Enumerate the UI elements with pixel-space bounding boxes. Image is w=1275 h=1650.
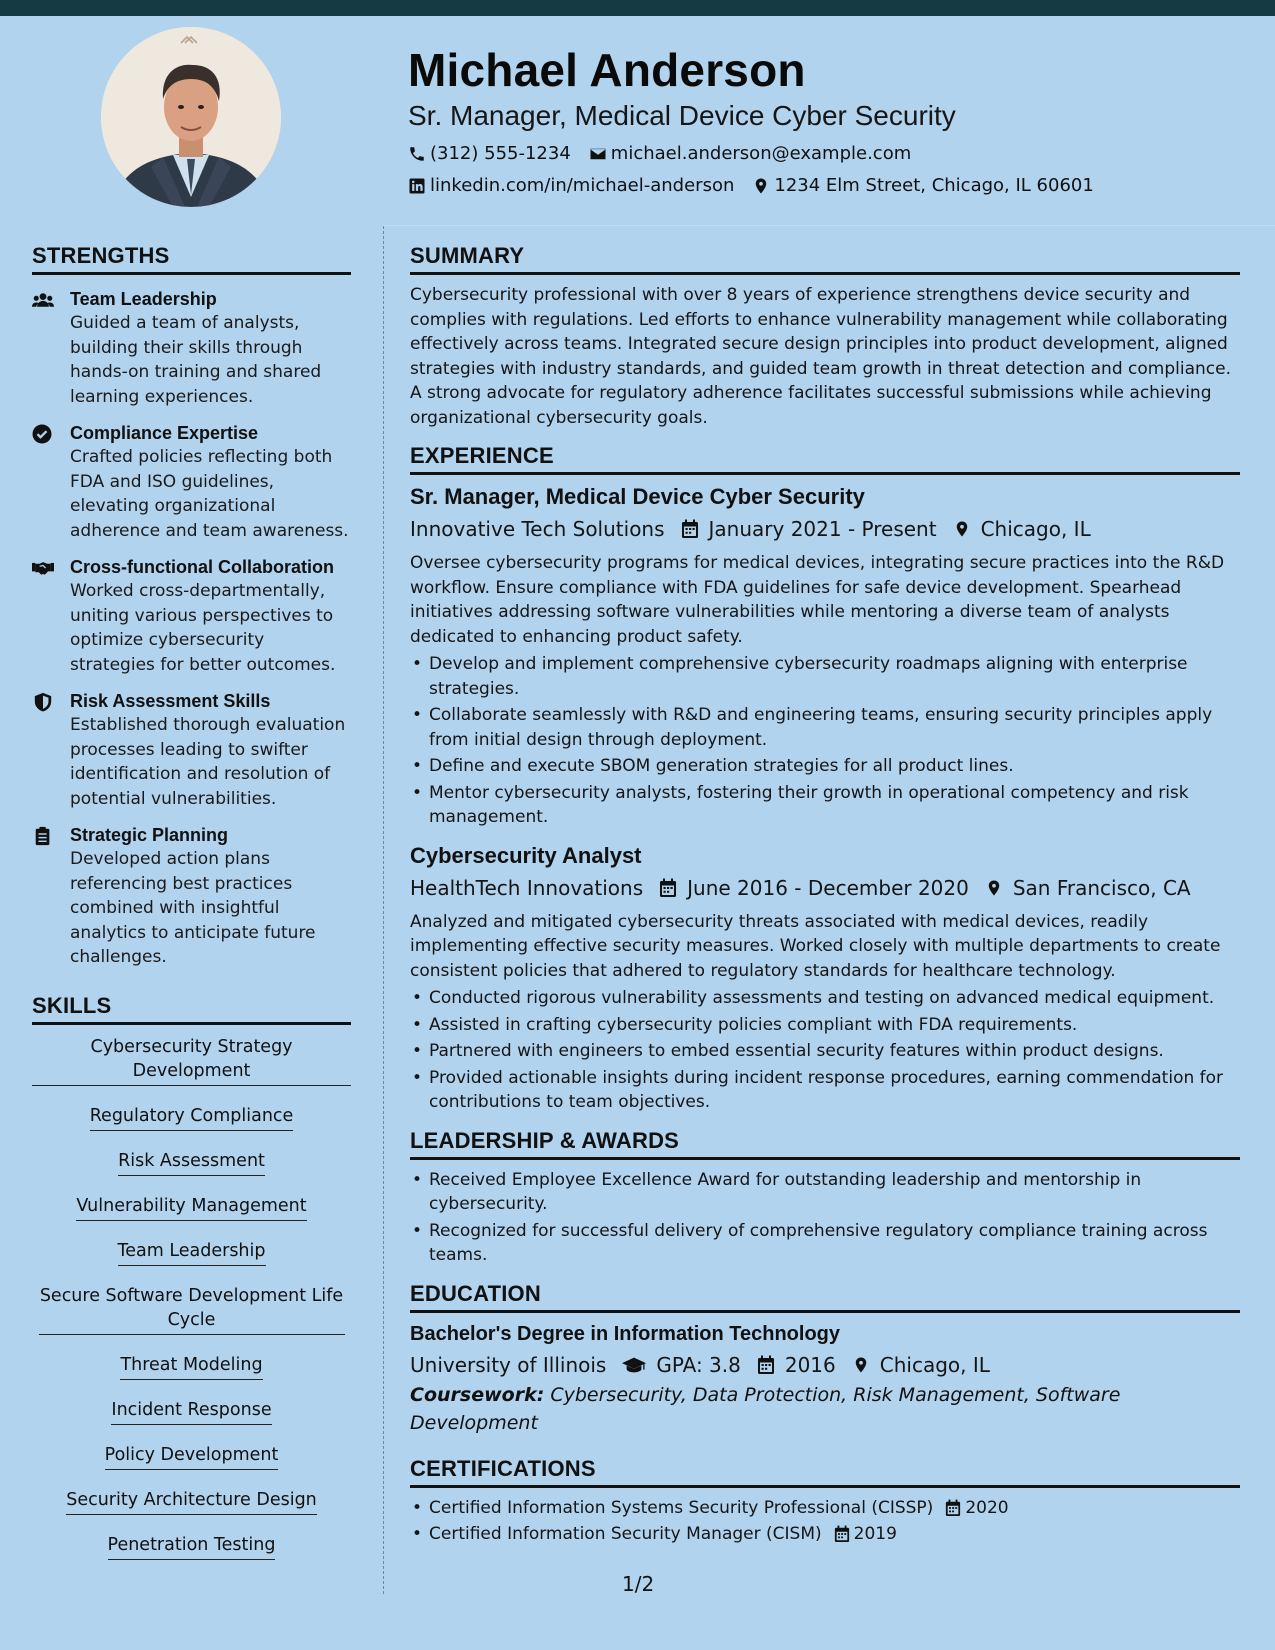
strength-item <box>32 555 351 677</box>
calendar-icon <box>757 1355 775 1375</box>
address-text: 1234 Elm Street, Chicago, IL 60601 <box>774 175 1094 196</box>
job-dates: January 2021 - Present <box>708 517 937 541</box>
strength-desc: Guided a team of analysts, building their skills through hands-on training and shared learning experiences. <box>70 313 322 407</box>
degree-name: Bachelor's Degree in Information Technology <box>410 1322 841 1345</box>
strength-name: Cross-functional Collaboration <box>70 557 335 577</box>
job-meta <box>410 874 1240 902</box>
strength-desc: Crafted policies reflecting both FDA and ISO guidelines, elevating organizational adherence and team awareness. <box>70 447 349 541</box>
certification-year: 2019 <box>853 1524 897 1544</box>
skill-tag: Security Architecture Design <box>66 1488 317 1515</box>
leadership-list <box>410 1168 1240 1268</box>
bullet-item: • Assisted in crafting cybersecurity policies compliant with FDA requirements. <box>410 1013 1240 1038</box>
education-location: Chicago, IL <box>879 1352 990 1377</box>
strength-name: Strategic Planning <box>70 825 229 845</box>
check-circle-icon <box>32 424 54 444</box>
strength-item <box>32 823 351 970</box>
bullet-item: • Provided actionable insights during incident response procedures, earning commendation for contributions to team objectives. <box>410 1066 1240 1115</box>
location-pin-icon <box>852 1355 870 1375</box>
certification-name: • Certified Information Systems Security Professional (CISSP) <box>429 1497 934 1518</box>
contact-row-2 <box>408 174 1228 198</box>
job-entry <box>410 483 1240 830</box>
calendar-icon <box>681 519 699 539</box>
summary-text: Cybersecurity professional with over 8 years of experience strengthens device security and complies with regulations. Led efforts to enhance vulnerability management while collaborating effectively across teams. Integrated secure design principles into product development, aligned strategies with industry standards, and guided team growth in threat detection and compliance. A strong advocate for regulatory adherence facilitates successful submissions while achieving organizational cybersecurity goals. <box>410 285 1231 428</box>
school-name: University of Illinois <box>410 1352 607 1377</box>
job-bullets <box>410 652 1240 830</box>
email-text: michael.anderson@example.com <box>610 143 912 164</box>
page-indicator: 1/2 <box>622 1572 655 1596</box>
experience-heading: EXPERIENCE <box>410 442 1240 475</box>
linkedin-text: linkedin.com/in/michael-anderson <box>430 175 735 196</box>
users-icon <box>32 290 54 310</box>
company-name: Innovative Tech Solutions <box>410 517 665 541</box>
job-location: Chicago, IL <box>980 517 1091 541</box>
calendar-icon <box>945 1499 961 1517</box>
envelope-icon <box>589 145 607 163</box>
certification-item <box>410 1496 1240 1521</box>
phone-text: (312) 555-1234 <box>430 143 571 164</box>
email-contact[interactable] <box>589 142 911 166</box>
bullet-item: • Collaborate seamlessly with R&D and engineering teams, ensuring security principles apply from initial design through deployment. <box>410 703 1240 752</box>
skill-tag: Risk Assessment <box>118 1149 265 1176</box>
strength-desc: Worked cross-departmentally, uniting various perspectives to optimize cybersecurity strategies for better outcomes. <box>70 581 336 675</box>
education-meta <box>410 1351 1240 1379</box>
phone-contact[interactable] <box>408 142 571 166</box>
certifications-heading: CERTIFICATIONS <box>410 1455 1240 1488</box>
bullet-item: • Develop and implement comprehensive cybersecurity roadmaps aligning with enterprise strategies. <box>410 652 1240 701</box>
leadership-heading: LEADERSHIP & AWARDS <box>410 1127 1240 1160</box>
candidate-title: Sr. Manager, Medical Device Cyber Security <box>408 100 956 131</box>
location-pin-icon <box>985 878 1003 898</box>
graduation-year: 2016 <box>784 1352 836 1377</box>
left-column <box>32 242 351 1578</box>
company-name: HealthTech Innovations <box>410 875 644 900</box>
strength-item <box>32 689 351 811</box>
profile-photo <box>101 27 281 207</box>
job-description: Analyzed and mitigated cybersecurity threats associated with medical devices, readily implementing effective security measures. Worked closely with multiple departments to create consistent policies that adhered to regulatory standards for healthcare technology. <box>410 911 1221 981</box>
job-title: Cybersecurity Analyst <box>410 842 642 868</box>
strength-name: Compliance Expertise <box>70 423 259 443</box>
top-bar <box>0 0 1275 16</box>
job-dates: June 2016 - December 2020 <box>687 875 969 900</box>
certifications-list <box>410 1496 1240 1547</box>
resume-header <box>408 42 1228 198</box>
job-location: San Francisco, CA <box>1012 875 1191 900</box>
summary-heading: SUMMARY <box>410 242 1240 275</box>
location-pin-icon <box>752 177 770 195</box>
job-bullets <box>410 986 1240 1115</box>
coursework <box>410 1381 1240 1437</box>
skill-tag: Secure Software Development Life Cycle <box>39 1284 345 1335</box>
skill-tag: Cybersecurity Strategy Development <box>32 1035 351 1086</box>
right-column <box>410 242 1240 1549</box>
linkedin-contact[interactable] <box>408 174 734 198</box>
skill-tag: Vulnerability Management <box>76 1194 306 1221</box>
certification-item <box>410 1522 1240 1547</box>
linkedin-icon <box>408 177 426 195</box>
strength-item <box>32 287 351 409</box>
bullet-item: • Partnered with engineers to embed essential security features within product designs. <box>410 1039 1240 1064</box>
strength-name: Team Leadership <box>70 289 217 309</box>
gpa: GPA: 3.8 <box>656 1352 741 1377</box>
strength-desc: Developed action plans referencing best practices combined with insightful analytics to anticipate future challenges. <box>70 849 316 967</box>
strength-desc: Established thorough evaluation processes leading to swifter identification and resolution of potential vulnerabilities. <box>70 715 346 809</box>
address-contact <box>752 174 1093 198</box>
coursework-label: Coursework: <box>410 1383 545 1406</box>
graduation-cap-icon <box>622 1355 646 1375</box>
bullet-item: • Conducted rigorous vulnerability assessments and testing on advanced medical equipment. <box>410 986 1240 1011</box>
job-title: Sr. Manager, Medical Device Cyber Security <box>410 484 865 509</box>
column-divider <box>383 226 384 1594</box>
job-description: Oversee cybersecurity programs for medical devices, integrating secure practices into the R&D workflow. Ensure compliance with FDA guidelines for safe device development. Spearhead initiatives addressing software vulnerabilities while mentoring a diverse team of analysts dedicated to enhancing product safety. <box>410 553 1225 647</box>
job-meta <box>410 515 1240 543</box>
skill-tag: Regulatory Compliance <box>90 1104 294 1131</box>
location-pin-icon <box>953 519 971 539</box>
strength-item <box>32 421 351 543</box>
skills-list <box>32 1035 351 1578</box>
skill-tag: Threat Modeling <box>120 1353 262 1380</box>
job-entry <box>410 842 1240 1115</box>
shield-icon <box>32 692 54 712</box>
strengths-heading: STRENGTHS <box>32 242 351 275</box>
skill-tag: Team Leadership <box>118 1239 266 1266</box>
bullet-item: • Define and execute SBOM generation strategies for all product lines. <box>410 754 1240 779</box>
phone-icon <box>408 145 426 163</box>
bullet-item: • Recognized for successful delivery of comprehensive regulatory compliance training across teams. <box>410 1219 1240 1268</box>
coursework-list: Cybersecurity, Data Protection, Risk Management, Software Development <box>410 1383 1121 1434</box>
strength-name: Risk Assessment Skills <box>70 691 271 711</box>
skill-tag: Penetration Testing <box>108 1533 276 1560</box>
education-heading: EDUCATION <box>410 1280 1240 1313</box>
calendar-icon <box>834 1525 850 1543</box>
header-divider <box>383 225 1275 226</box>
contact-row-1 <box>408 142 1228 166</box>
candidate-name: Michael Anderson <box>408 44 806 96</box>
calendar-icon <box>659 878 677 898</box>
skill-tag: Policy Development <box>105 1443 279 1470</box>
handshake-icon <box>32 558 54 578</box>
bullet-item: • Received Employee Excellence Award for outstanding leadership and mentorship in cybersecurity. <box>410 1168 1240 1217</box>
certification-name: • Certified Information Security Manager (CISM) <box>429 1524 822 1544</box>
clipboard-icon <box>32 826 54 846</box>
skills-heading: SKILLS <box>32 992 351 1025</box>
bullet-item: • Mentor cybersecurity analysts, fostering their growth in operational competency and risk management. <box>410 781 1240 830</box>
skill-tag: Incident Response <box>111 1398 271 1425</box>
certification-year: 2020 <box>965 1497 1009 1518</box>
